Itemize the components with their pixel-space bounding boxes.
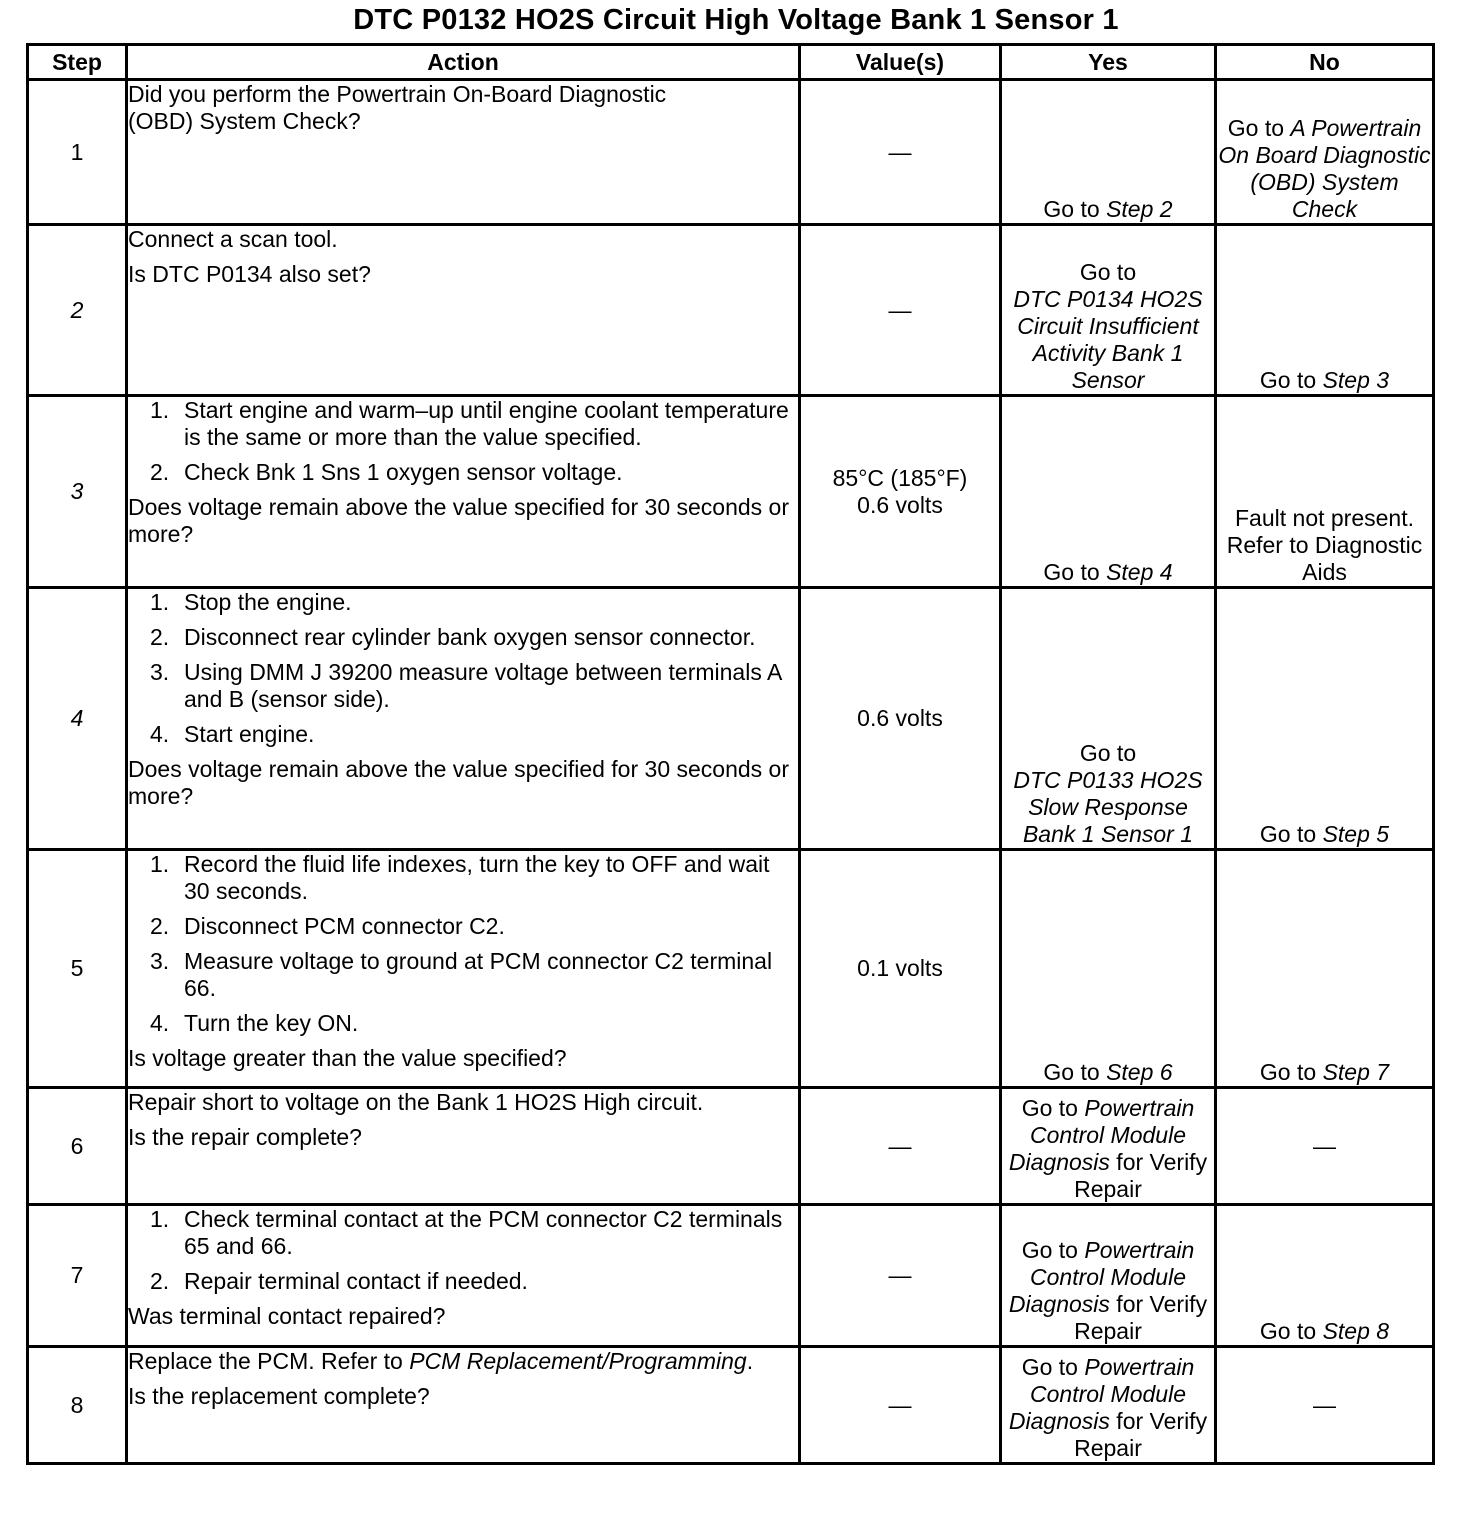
step-number: 3: [28, 396, 127, 588]
no-cell: Go to Step 3: [1216, 225, 1434, 396]
action-cell: [127, 1347, 800, 1464]
action-cell: [127, 1088, 800, 1205]
yes-cell: Go to Step 4: [1001, 396, 1216, 588]
diagnostic-table: [26, 43, 1435, 1465]
action-text: Connect a scan tool.: [128, 226, 338, 252]
action-question: Does voltage remain above the value specified for 30 seconds or more?: [128, 494, 790, 547]
step-number: 1: [28, 80, 127, 225]
action-cell: [127, 396, 800, 588]
value-cell: —: [800, 225, 1001, 396]
action-cell: [127, 850, 800, 1088]
no-cell: —: [1216, 1347, 1434, 1464]
value-cell: 0.1 volts: [800, 850, 1001, 1088]
no-cell: Go to Step 5: [1216, 588, 1434, 850]
list-item: 1. Record the fluid life indexes, turn the key to OFF and wait 30 seconds.: [150, 851, 770, 904]
value-cell: 85°C (185°F) 0.6 volts: [800, 396, 1001, 588]
header-no: No: [1216, 45, 1434, 80]
yes-cell: Go to Powertrain Control Module Diagnosis for Verify Repair: [1001, 1088, 1216, 1205]
header-values: Value(s): [800, 45, 1001, 80]
header-row: [28, 45, 1434, 80]
no-cell: Go to Step 8: [1216, 1205, 1434, 1347]
list-item: 1. Start engine and warm–up until engine coolant temperature is the same or more than the value specified.: [150, 397, 789, 450]
action-text: Did you perform the Powertrain On-Board Diagnostic: [128, 81, 667, 107]
table-row: [28, 1205, 1434, 1347]
action-question: Is voltage greater than the value specified?: [128, 1045, 567, 1071]
action-cell: [127, 1205, 800, 1347]
header-action: Action: [127, 45, 800, 80]
header-step: Step: [28, 45, 127, 80]
step-number: 8: [28, 1347, 127, 1464]
action-cell: [127, 225, 800, 396]
yes-cell: Go to Step 6: [1001, 850, 1216, 1088]
list-item: 3. Using DMM J 39200 measure voltage between terminals A and B (sensor side).: [150, 659, 782, 712]
value-cell: —: [800, 1088, 1001, 1205]
table-row: [28, 850, 1434, 1088]
no-cell: Fault not present. Refer to Diagnostic Aids: [1216, 396, 1434, 588]
yes-cell: Go to DTC P0134 HO2S Circuit Insufficient Activity Bank 1 Sensor: [1001, 225, 1216, 396]
list-item: 2. Disconnect rear cylinder bank oxygen sensor connector.: [150, 624, 756, 650]
step-number: 2: [28, 225, 127, 396]
value-cell: —: [800, 1347, 1001, 1464]
list-item: 2. Check Bnk 1 Sns 1 oxygen sensor voltage.: [150, 459, 623, 485]
value-cell: —: [800, 1205, 1001, 1347]
step-number: 5: [28, 850, 127, 1088]
list-item: 2. Repair terminal contact if needed.: [150, 1268, 528, 1294]
header-yes: Yes: [1001, 45, 1216, 80]
value-cell: —: [800, 80, 1001, 225]
action-question: Does voltage remain above the value specified for 30 seconds or more?: [128, 756, 790, 809]
table-row: [28, 80, 1434, 225]
action-question: Is the replacement complete?: [128, 1383, 430, 1409]
table-row: [28, 225, 1434, 396]
no-cell: —: [1216, 1088, 1434, 1205]
value-cell: 0.6 volts: [800, 588, 1001, 850]
step-number: 6: [28, 1088, 127, 1205]
action-cell: [127, 80, 800, 225]
table-row: [28, 396, 1434, 588]
action-question: Was terminal contact repaired?: [128, 1303, 446, 1329]
list-item: 1. Check terminal contact at the PCM connector C2 terminals 65 and 66.: [150, 1206, 783, 1259]
list-item: 4. Turn the key ON.: [150, 1010, 359, 1036]
action-text: (OBD) System Check?: [128, 108, 361, 134]
table-row: [28, 1088, 1434, 1205]
page-title: DTC P0132 HO2S Circuit High Voltage Bank 1 Sensor 1: [353, 4, 1119, 36]
yes-cell: Go to DTC P0133 HO2S Slow Response Bank 1 Sensor 1: [1001, 588, 1216, 850]
list-item: 4. Start engine.: [150, 721, 315, 747]
yes-cell: Go to Powertrain Control Module Diagnosis for Verify Repair: [1001, 1205, 1216, 1347]
yes-cell: Go to Powertrain Control Module Diagnosis for Verify Repair: [1001, 1347, 1216, 1464]
list-item: 1. Stop the engine.: [150, 589, 352, 615]
action-cell: [127, 588, 800, 850]
action-text: Is the repair complete?: [128, 1124, 362, 1150]
table-row: [28, 588, 1434, 850]
step-number: 7: [28, 1205, 127, 1347]
action-text: Repair short to voltage on the Bank 1 HO2S High circuit.: [128, 1089, 704, 1115]
action-text: Is DTC P0134 also set?: [128, 261, 371, 287]
step-number: 4: [28, 588, 127, 850]
table-row: [28, 1347, 1434, 1464]
no-cell: Go to Step 7: [1216, 850, 1434, 1088]
list-item: 2. Disconnect PCM connector C2.: [150, 913, 505, 939]
action-text: Replace the PCM. Refer to PCM Replacement/Programming.: [128, 1348, 754, 1374]
yes-cell: Go to Step 2: [1001, 80, 1216, 225]
no-cell: Go to A Powertrain On Board Diagnostic (OBD) System Check: [1216, 80, 1434, 225]
list-item: 3. Measure voltage to ground at PCM connector C2 terminal 66.: [150, 948, 773, 1001]
